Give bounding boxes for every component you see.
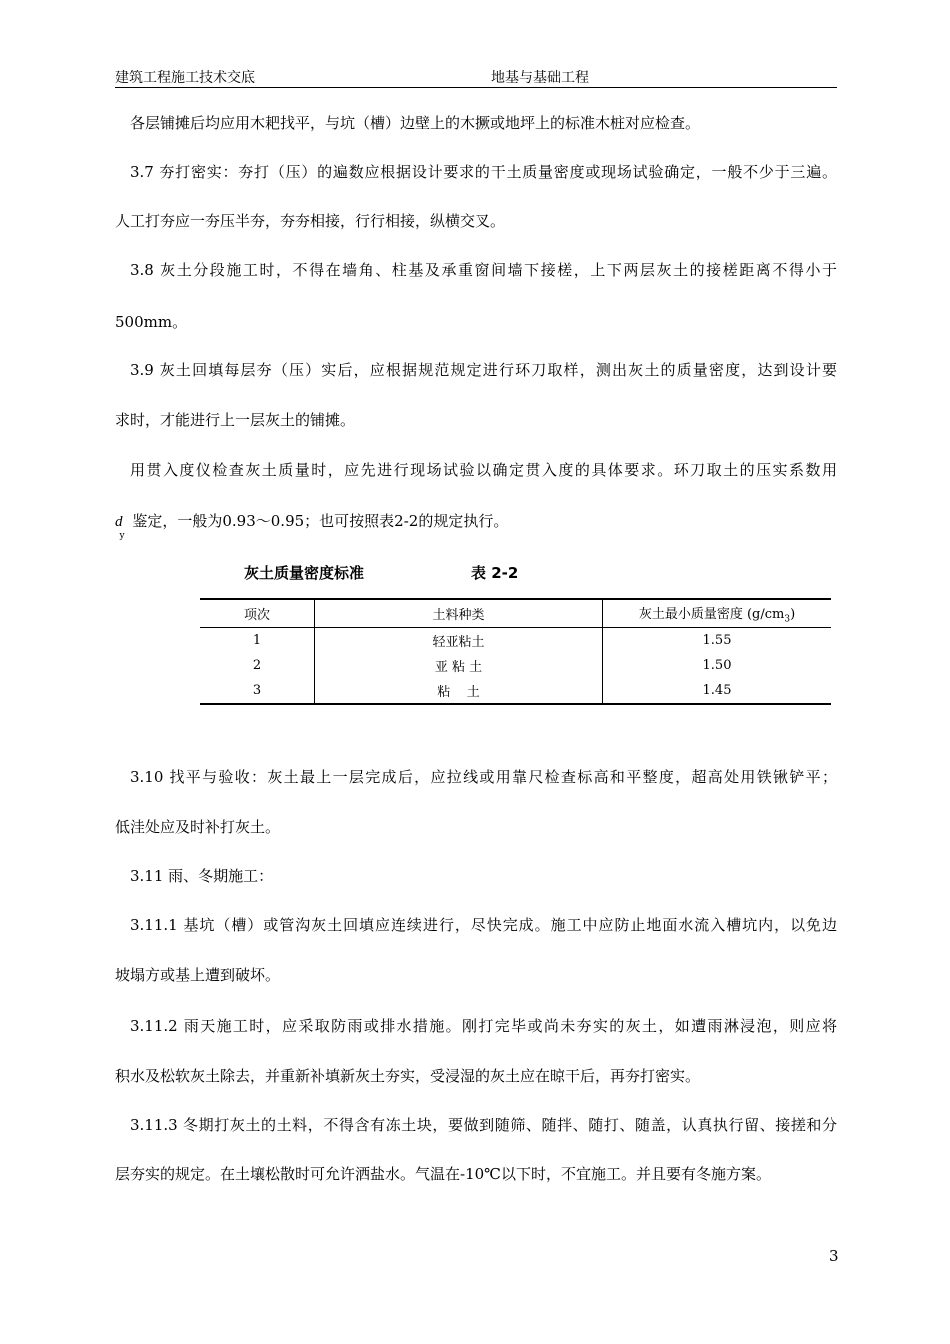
cell-no: 1 [200,628,315,654]
density-table [200,598,831,705]
cell-soil: 轻亚粘土 [315,628,603,654]
col-header-density [603,599,832,628]
paragraph-line: 各层铺摊后均应用木耙找平，与坑（槽）边壁上的木撅或地坪上的标准木桩对应检查。 [130,114,701,132]
paragraph-text: 鉴定，一般为0.93～0.95；也可按照表2-2的规定执行。 [127,512,509,530]
col-header-soil-type: 土料种类 [315,599,603,628]
table-header-row [200,599,831,628]
table-row [200,628,831,654]
header-doc-title: 建筑工程施工技术交底 [115,70,255,86]
col-header-density-text: 灰土最小质量密度 (g/cm [638,606,785,622]
paragraph-line: 3.11.2 雨天施工时，应采取防雨或排水措施。刚打完毕或尚未夯实的灰土，如遭雨淋浸泡，则应将 [130,1017,837,1035]
table-row [200,653,831,678]
paragraph-line: 3.7 夯打密实：夯打（压）的遍数应根据设计要求的干土质量密度或现场试验确定，一般不少于三遍。 [130,163,837,181]
table-row [200,678,831,704]
compaction-subscript: y [119,531,125,541]
paragraph-line: 坡塌方或基上遭到破坏。 [115,966,281,984]
paragraph-line: 用贯入度仪检查灰土质量时，应先进行现场试验以确定贯入度的具体要求。环刀取土的压实系数用 [130,461,837,479]
paragraph-line: 3.11.1 基坑（槽）或管沟灰土回填应连续进行，尽快完成。施工中应防止地面水流入槽坑内，以免边 [130,916,837,934]
paragraph-line: 3.9 灰土回填每层夯（压）实后，应根据规范规定进行环刀取样，测出灰土的质量密度，达到设计要 [130,361,837,379]
paragraph-line: 求时，才能进行上一层灰土的铺摊。 [115,411,356,429]
paragraph-line [115,511,509,541]
paragraph-line: 3.10 找平与验收：灰土最上一层完成后，应拉线或用靠尺检查标高和平整度，超高处用铁锹铲平； [130,768,837,786]
compaction-symbol: d [115,514,123,530]
cell-soil: 粘 土 [315,678,603,704]
paragraph-line: 3.11.3 冬期打灰土的土料，不得含有冻土块，要做到随筛、随拌、随打、随盖，认真执行留、接搓和分 [130,1116,837,1134]
cell-soil: 亚 粘 土 [315,653,603,678]
cell-density: 1.55 [702,633,732,648]
paragraph-line: 积水及松软灰土除去，并重新补填新灰土夯实，受浸湿的灰土应在晾干后，再夯打密实。 [115,1067,701,1085]
cell-no: 2 [200,653,315,678]
paragraph-line: 低洼处应及时补打灰土。 [115,818,281,836]
table-number: 表 2-2 [471,564,519,582]
paragraph-line: 人工打夯应一夯压半夯，夯夯相接，行行相接，纵横交叉。 [115,212,506,230]
paragraph-line: 层夯实的规定。在土壤松散时可允许洒盐水。气温在-10℃以下时，不宜施工。并且要有冬施方案。 [115,1165,771,1183]
col-header-density-end: ) [790,606,796,622]
cell-density: 1.50 [702,658,732,673]
cell-density: 1.45 [702,683,732,698]
page-header [115,67,837,88]
paragraph-line: 3.8 灰土分段施工时，不得在墙角、柱基及承重窗间墙下接槎，上下两层灰土的接槎距离不得小于 [130,261,837,279]
paragraph-line: 3.11 雨、冬期施工： [130,867,274,885]
table-caption: 灰土质量密度标准 [244,564,365,582]
col-header-item: 项次 [200,599,315,628]
cell-no: 3 [200,678,315,704]
paragraph-line: 500mm。 [115,313,188,331]
col-header-density-sub: 3 [784,614,791,625]
page-number: 3 [829,1247,839,1265]
header-section-title: 地基与基础工程 [491,70,589,86]
